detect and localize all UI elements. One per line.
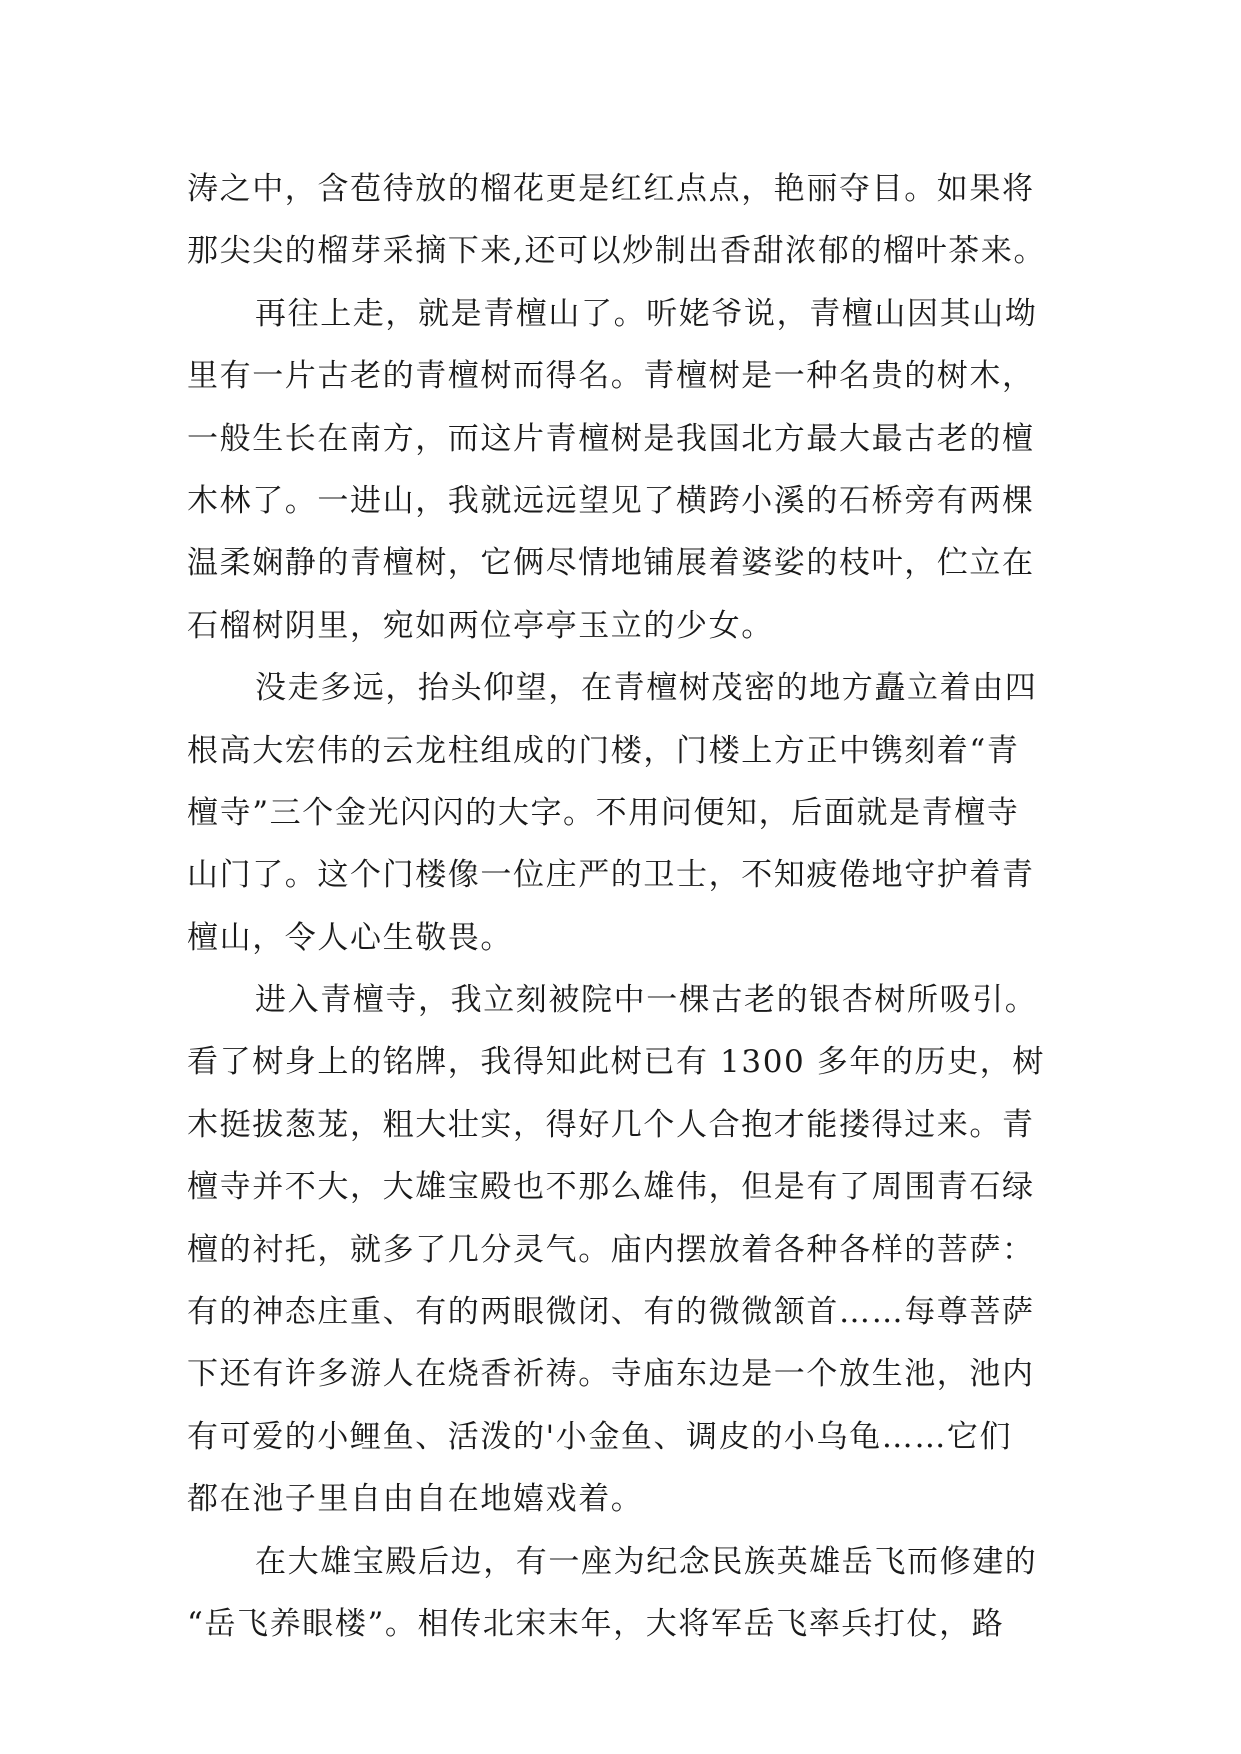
- text-line: 一般生长在南方，而这片青檀树是我国北方最大最古老的檀: [187, 420, 1035, 457]
- paragraph-start-line: 再往上走，就是青檀山了。听姥爷说，青檀山因其山坳: [255, 295, 1038, 332]
- text-line: 有的神态庄重、有的两眼微闭、有的微微颔首……每尊菩萨: [187, 1294, 1035, 1331]
- body-text: [187, 158, 1087, 1655]
- text-line: 木挺拔葱茏，粗大壮实，得好几个人合抱才能搂得过来。青: [187, 1106, 1035, 1143]
- paragraph-start-line: 在大雄宝殿后边，有一座为纪念民族英雄岳飞而修建的: [255, 1543, 1038, 1580]
- text-line: 那尖尖的榴芽采摘下来,还可以炒制出香甜浓郁的榴叶茶来。: [187, 233, 1047, 270]
- text-line: 木林了。一进山，我就远远望见了横跨小溪的石桥旁有两棵: [187, 482, 1035, 519]
- text-line: 根高大宏伟的云龙柱组成的门楼，门楼上方正中镌刻着“青: [187, 732, 1020, 769]
- text-line: 檀寺并不大，大雄宝殿也不那么雄伟，但是有了周围青石绿: [187, 1169, 1035, 1206]
- text-line: 看了树身上的铭牌，我得知此树已有 1300 多年的历史，树: [187, 1044, 1045, 1081]
- text-line: 温柔娴静的青檀树，它俩尽情地铺展着婆娑的枝叶，伫立在: [187, 545, 1035, 582]
- text-line: 有可爱的小鲤鱼、活泼的'小金鱼、调皮的小乌龟……它们: [187, 1418, 1013, 1455]
- text-line: “岳飞养眼楼”。相传北宋末年，大将军岳飞率兵打仗，路: [187, 1605, 1005, 1642]
- text-line: 都在池子里自由自在地嬉戏着。: [187, 1481, 644, 1518]
- text-line: 山门了。这个门楼像一位庄严的卫士，不知疲倦地守护着青: [187, 857, 1035, 894]
- text-line: 檀山，令人心生敬畏。: [187, 919, 513, 956]
- paragraph-start-line: 进入青檀寺，我立刻被院中一棵古老的银杏树所吸引。: [255, 982, 1038, 1019]
- text-line: 檀的衬托，就多了几分灵气。庙内摆放着各种各样的菩萨：: [187, 1231, 1035, 1268]
- text-line: 涛之中，含苞待放的榴花更是红红点点，艳丽夺目。如果将: [187, 171, 1035, 207]
- text-line: 里有一片古老的青檀树而得名。青檀树是一种名贵的树木，: [187, 358, 1035, 395]
- paragraph-start-line: 没走多远，抬头仰望，在青檀树茂密的地方矗立着由四: [255, 670, 1038, 707]
- text-line: 石榴树阴里，宛如两位亭亭玉立的少女。: [187, 607, 774, 644]
- text-line: 檀寺”三个金光闪闪的大字。不用问便知，后面就是青檀寺: [187, 794, 1020, 831]
- text-line: 下还有许多游人在烧香祈祷。寺庙东边是一个放生池，池内: [187, 1356, 1035, 1393]
